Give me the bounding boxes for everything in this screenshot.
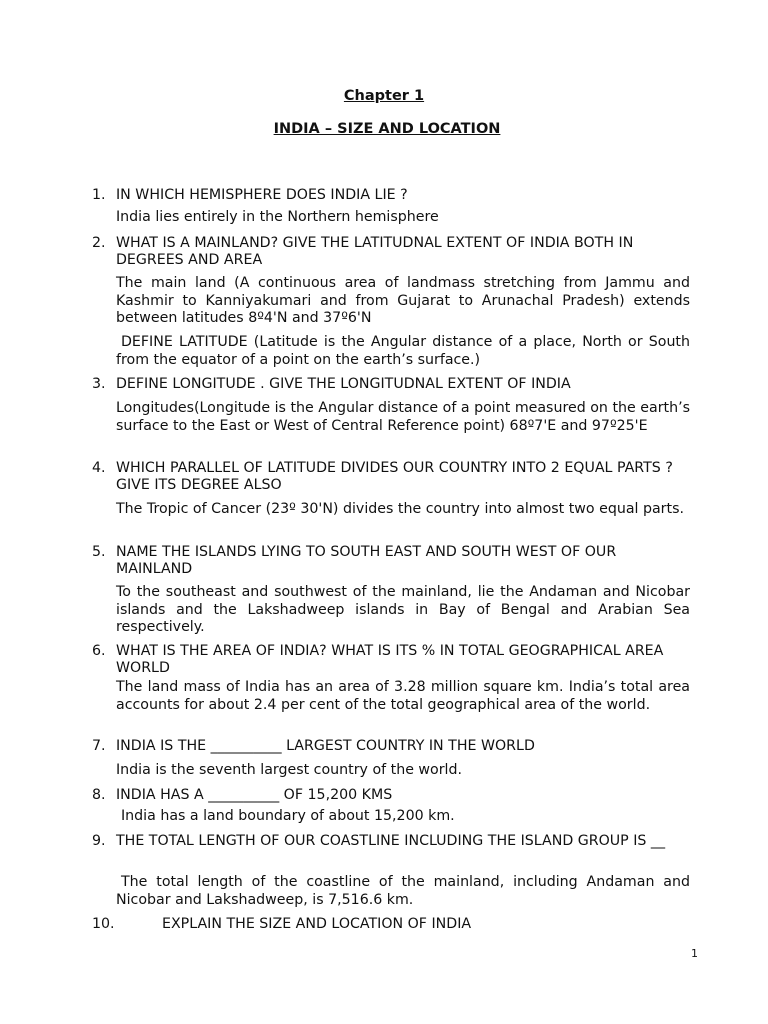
question-text: IN WHICH HEMISPHERE DOES INDIA LIE ?	[116, 187, 408, 203]
question-1	[92, 187, 692, 204]
answer-1: India lies entirely in the Northern hemisphere	[116, 209, 439, 225]
answer-2: The main land (A continuous area of landmass stretching from Jammu and Kashmir to Kanniyakumari and from Gujarat to Arunachal Pradesh) extends between latitudes 8º4'N and 37º6'N	[116, 275, 690, 326]
chapter-heading: Chapter 1	[343, 88, 425, 104]
question-text: INDIA HAS A __________ OF 15,200 KMS	[116, 787, 393, 803]
question-number: 6.	[92, 643, 106, 659]
answer-7: India is the seventh largest country of the world.	[116, 762, 463, 778]
question-text: NAME THE ISLANDS LYING TO SOUTH EAST AND SOUTH WEST OF OUR MAINLAND	[116, 544, 617, 577]
answer-9: The total length of the coastline of the mainland, including Andaman and Nicobar and Lakshadweep, is 7,516.6 km.	[116, 874, 690, 908]
question-8	[92, 787, 692, 804]
question-10	[92, 916, 692, 933]
question-7	[92, 738, 692, 755]
question-number: 9.	[92, 833, 106, 849]
question-number: 7.	[92, 738, 106, 754]
question-2	[92, 235, 692, 268]
answer-5: To the southeast and southwest of the mainland, lie the Andaman and Nicobar islands and the Lakshadweep islands in Bay of Bengal and Arabian Sea respectively.	[116, 584, 690, 635]
question-text: DEFINE LONGITUDE . GIVE THE LONGITUDNAL EXTENT OF INDIA	[116, 376, 571, 392]
question-number: 8.	[92, 787, 106, 803]
question-text: WHAT IS THE AREA OF INDIA? WHAT IS ITS % IN TOTAL GEOGRAPHICAL AREA WORLD	[116, 643, 664, 676]
question-number: 4.	[92, 460, 106, 476]
question-6	[92, 643, 692, 676]
question-text: WHAT IS A MAINLAND? GIVE THE LATITUDNAL EXTENT OF INDIA BOTH IN DEGREES AND AREA	[116, 235, 634, 268]
question-3	[92, 376, 692, 393]
answer-8: India has a land boundary of about 15,200 km.	[121, 808, 455, 824]
question-number: 1.	[92, 187, 106, 203]
answer-4: The Tropic of Cancer (23º 30'N) divides the country into almost two equal parts.	[116, 501, 684, 517]
question-4	[92, 460, 692, 493]
answer-2-definition: DEFINE LATITUDE (Latitude is the Angular distance of a place, North or South from the equator of a point on the earth’s surface.)	[116, 334, 690, 368]
question-text: THE TOTAL LENGTH OF OUR COASTLINE INCLUDING THE ISLAND GROUP IS __	[116, 833, 666, 849]
question-text: INDIA IS THE __________ LARGEST COUNTRY IN THE WORLD	[116, 738, 535, 754]
answer-3: Longitudes(Longitude is the Angular distance of a point measured on the earth’s surface to the East or West of Central Reference point) 68º7'E and 97º25'E	[116, 400, 690, 434]
question-number: 5.	[92, 544, 106, 560]
question-text: EXPLAIN THE SIZE AND LOCATION OF INDIA	[162, 916, 472, 932]
question-number: 10.	[92, 916, 115, 932]
page-number: 1	[691, 947, 698, 960]
question-text: WHICH PARALLEL OF LATITUDE DIVIDES OUR COUNTRY INTO 2 EQUAL PARTS ?GIVE ITS DEGREE ALSO	[116, 460, 673, 493]
answer-6: The land mass of India has an area of 3.28 million square km. India’s total area accounts for about 2.4 per cent of the total geographical area of the world.	[116, 679, 690, 713]
question-number: 2.	[92, 235, 106, 251]
question-number: 3.	[92, 376, 106, 392]
question-9	[92, 833, 692, 850]
chapter-title: INDIA – SIZE AND LOCATION	[273, 121, 501, 137]
question-5	[92, 544, 692, 577]
